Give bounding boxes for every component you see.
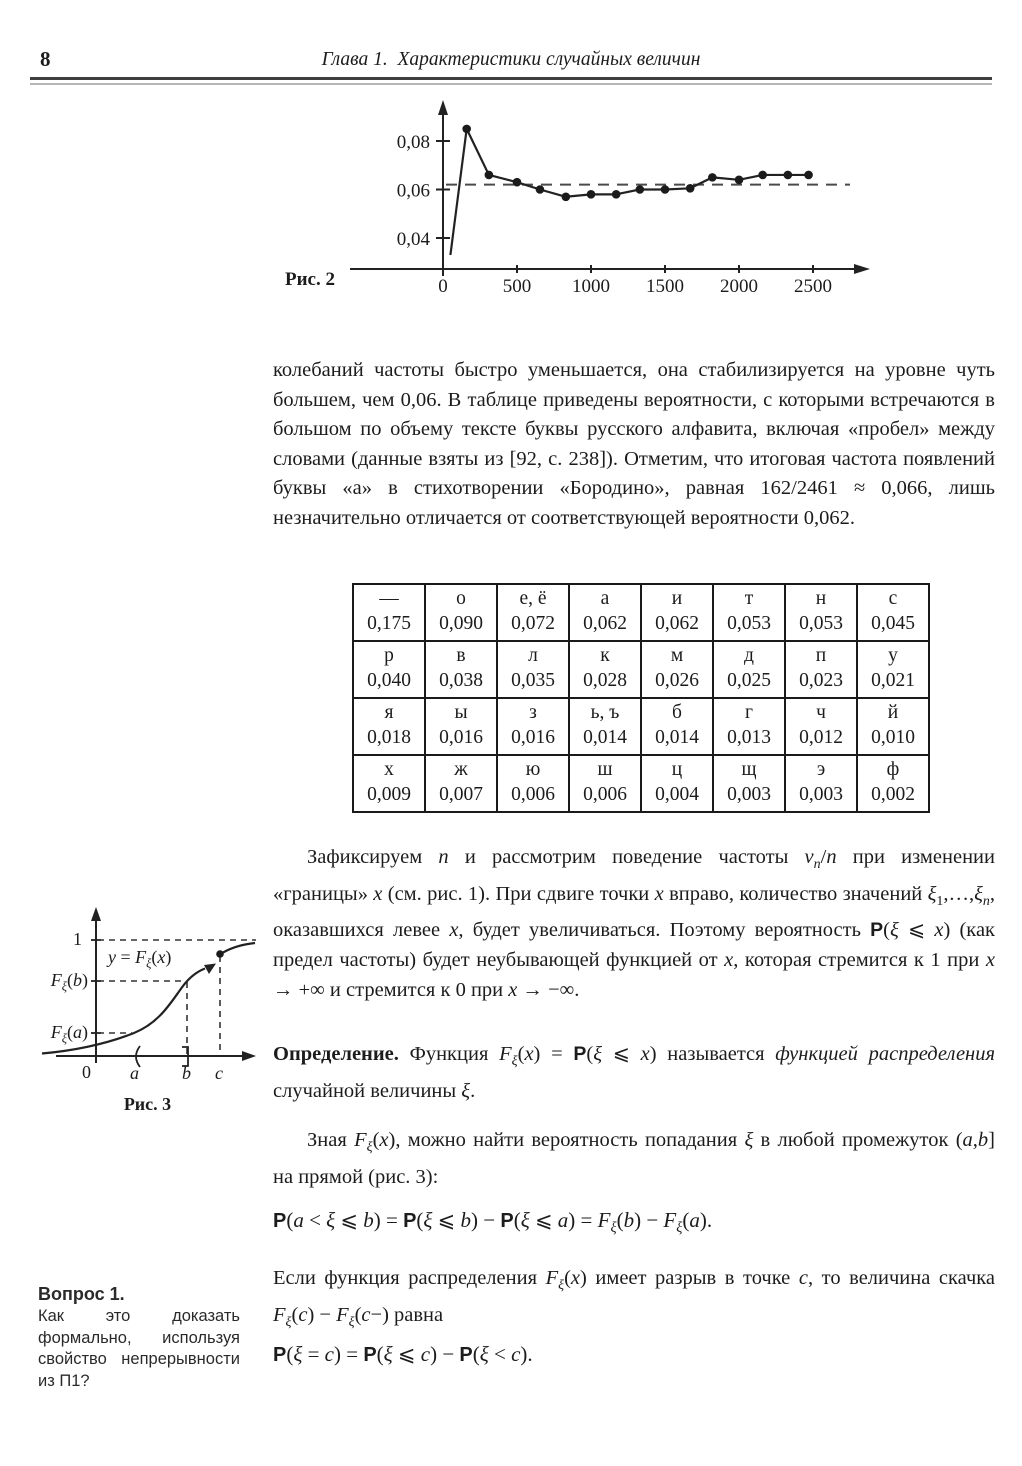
figure3-caption: Рис. 3 (123, 1094, 172, 1114)
fig3-label-b: b (182, 1063, 191, 1083)
x-tick-label: 2500 (794, 276, 832, 297)
table-row (353, 584, 929, 641)
letter-cell: с 0,045 (857, 584, 929, 641)
x-tick-label: 500 (502, 276, 532, 297)
page-number: 8 (40, 47, 51, 71)
fig3-label-a: a (130, 1063, 139, 1083)
letter-cell: у 0,021 (857, 641, 929, 698)
header-rule-shadow (30, 83, 992, 85)
header-rule (30, 77, 992, 80)
data-point (485, 171, 494, 180)
data-point (462, 125, 471, 134)
data-point (513, 178, 522, 187)
letter-cell: т 0,053 (713, 584, 785, 641)
fig3-label-one: 1 (73, 929, 82, 949)
letter-cell: х 0,009 (353, 755, 425, 812)
letter-cell: г 0,013 (713, 698, 785, 755)
paragraph-jump: Если функция распределения $F_\xi(x)$ имеет разрыв в точке c, то величина скачка $F_\xi(c) - F_\xi(c-)$ равна (273, 1267, 995, 1330)
x-tick-label: 2000 (720, 276, 758, 297)
x-axis-arrow (854, 264, 870, 274)
data-point (661, 185, 670, 194)
letter-cell: з 0,016 (497, 698, 569, 755)
data-point (636, 185, 645, 194)
data-point (536, 185, 545, 194)
letter-cell: а 0,062 (569, 584, 641, 641)
data-point (735, 176, 744, 185)
letter-cell: ь, ъ 0,014 (569, 698, 641, 755)
y-tick-label: 0,06 (396, 180, 430, 202)
letter-cell: ю 0,006 (497, 755, 569, 812)
fig3-x-axis-arrow (242, 1051, 256, 1061)
letter-cell: п 0,023 (785, 641, 857, 698)
data-point (758, 171, 767, 180)
table-row (353, 698, 929, 755)
letter-cell: р 0,040 (353, 641, 425, 698)
fig3-label-c: c (215, 1063, 223, 1083)
formula-interval-probability: P(a < ξ ⩽ b) = P(ξ ⩽ b) − P(ξ ⩽ $a) = F_\xi(b) - F_\xi(a)$. (273, 1208, 713, 1237)
letter-cell: в 0,038 (425, 641, 497, 698)
data-point (686, 184, 695, 193)
letter-cell: ж 0,007 (425, 755, 497, 812)
cdf-figure (30, 903, 265, 1118)
fig3-y-axis-arrow (91, 907, 101, 921)
chapter-running-title: Глава 1. Характеристики случайных величин (321, 49, 701, 70)
letter-cell: ы 0,016 (425, 698, 497, 755)
figure2-caption: Рис. 2 (285, 269, 335, 290)
data-point (562, 192, 571, 201)
letter-cell: ф 0,002 (857, 755, 929, 812)
jump-point (216, 950, 224, 958)
paragraph-cdf-motivation: Зафиксируем n и рассмотрим поведение частоты $\nu_n/n$ при изменении «границы» x (см. рис. 1). При сдвиге точки x вправо, количество значений $\xi_1,\dots,\xi_n$, оказавшихся левее x, будет увеличиваться. Поэтому вероятность P(ξ ⩽ x) (как предел частоты) будет неубывающей функцией от x, которая стремится к 1 при x → +∞ и стремится к 0 при x → −∞. (273, 846, 996, 1001)
letter-cell: к 0,028 (569, 641, 641, 698)
fig3-label-origin: 0 (82, 1062, 91, 1082)
letter-probability-table (352, 583, 930, 813)
letter-cell: и 0,062 (641, 584, 713, 641)
paragraph-frequency: колебаний частоты быстро уменьшается, она стабилизируется на уровне чуть большем, чем 0,06. В таблице приведены вероятности, с которыми встречаются в большом по объему тексте буквы русского алфавита, включая «пробел» между словами (данные взяты из [92, с. 238]). Отметим, что итоговая частота появлений буквы «а» в стихотворении «Бородино», равная 162/2461 ≈ 0,066, лишь незначительно отличается от соответствующей вероятности 0,062. (273, 359, 995, 529)
y-axis-arrow (438, 100, 448, 115)
x-tick-label: 1500 (646, 276, 684, 297)
letter-cell: — 0,175 (353, 584, 425, 641)
letter-cell: щ 0,003 (713, 755, 785, 812)
x-tick-label: 0 (438, 276, 448, 297)
data-line (450, 129, 808, 255)
table-row (353, 755, 929, 812)
paragraph-interval: Зная $F_\xi(x)$, можно найти вероятность попадания ξ в любой промежуток (a,b] на прямой (рис. 3): (273, 1129, 995, 1188)
letter-cell: э 0,003 (785, 755, 857, 812)
definition-block: Определение. Функция $F_\xi(x) = P(\xi$ ⩽ x) называется функцией распределения случайной величины ξ. (273, 1043, 995, 1102)
letter-cell: м 0,026 (641, 641, 713, 698)
letter-cell: ш 0,006 (569, 755, 641, 812)
data-point (612, 190, 621, 199)
y-tick-label: 0,08 (396, 132, 430, 153)
letter-cell: ц 0,004 (641, 755, 713, 812)
frequency-chart (280, 95, 880, 300)
data-point (708, 173, 717, 182)
y-tick-label: 0,04 (396, 229, 430, 250)
margin-note-text: Как это доказать формально, используя свойство непрерывности из П1? (38, 1307, 240, 1390)
data-point (804, 171, 813, 180)
letter-cell: й 0,010 (857, 698, 929, 755)
letter-cell: л 0,035 (497, 641, 569, 698)
letter-cell: ч 0,012 (785, 698, 857, 755)
letter-cell: д 0,025 (713, 641, 785, 698)
formula-jump-probability: P(ξ = c) = P(ξ ⩽ c) − P(ξ < c). (273, 1342, 533, 1366)
x-tick-label: 1000 (572, 276, 610, 297)
margin-note-title: Вопрос 1. (38, 1284, 125, 1304)
letter-cell: е, ё 0,072 (497, 584, 569, 641)
table-row (353, 641, 929, 698)
fig3-label-fa: $F_\xi(a)$ (50, 1022, 88, 1046)
data-point (784, 171, 793, 180)
letter-cell: б 0,014 (641, 698, 713, 755)
letter-probability-table-body (353, 584, 929, 812)
letter-cell: о 0,090 (425, 584, 497, 641)
fig3-label-fb: $F_\xi(b)$ (50, 970, 88, 994)
data-point (587, 190, 596, 199)
letter-cell: н 0,053 (785, 584, 857, 641)
cdf-curve-after-jump (223, 943, 255, 953)
fig3-curve-label: $y = F_\xi(x)$ (108, 947, 172, 971)
letter-cell: я 0,018 (353, 698, 425, 755)
margin-note (38, 1283, 240, 1392)
